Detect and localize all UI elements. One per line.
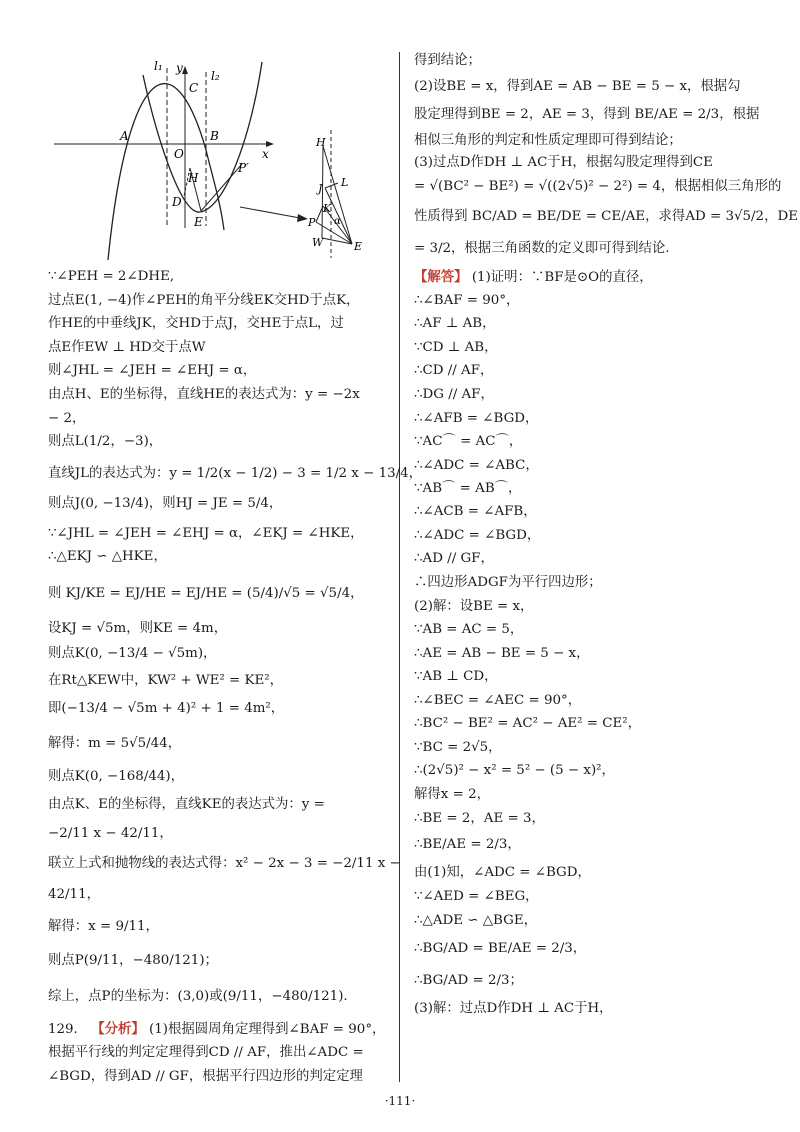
label-A: A (120, 129, 129, 143)
answer-text: (1)证明：∵BF是⊙O的直径， (471, 270, 653, 285)
text-line: = √(BC² − BE²) = √((2√5)² − 2²) = 4，根据相似三角形的 (414, 179, 782, 194)
zoom-label-H: H (316, 136, 326, 149)
label-y: y (176, 61, 183, 75)
zoom-arrow-head (297, 214, 308, 222)
y-axis-arrow (182, 66, 188, 74)
text-line: 则∠JHL = ∠JEH = ∠EHJ = α， (48, 363, 257, 378)
text-line: ∴AF ⊥ AB， (414, 316, 496, 331)
zoom-label-W: W (312, 236, 324, 249)
text-line: 性质得到 BC/AD = BE/DE = CE/AE，求得AD = 3√5/2，DE (414, 209, 798, 224)
text-line: ∴△EKJ ∽ △HKE， (48, 549, 167, 564)
label-C: C (189, 81, 199, 95)
label-x: x (262, 147, 269, 161)
text-line: 42/11， (48, 887, 100, 902)
text-line: 过点E(1, −4)作∠PEH的角平分线EK交HD于点K， (48, 293, 360, 308)
text-line: 解得x = 2， (414, 787, 490, 802)
text-line: 相似三角形的判定和性质定理即可得到结论； (414, 133, 682, 148)
text-line: ∴AD // GF， (414, 551, 494, 566)
text-line: ∴AE = AB − BE = 5 − x， (414, 646, 590, 661)
text-line: ∵∠PEH = 2∠DHE, (48, 269, 175, 284)
text-line: ∴BE = 2，AE = 3， (414, 811, 545, 826)
parabola-figure (48, 52, 378, 262)
answer-tag: 【解答】 (414, 269, 468, 285)
text-line: (2)解：设BE = x， (414, 599, 534, 614)
text-line: 作HE的中垂线JK，交HD于点J，交HE于点L，过 (48, 316, 344, 331)
text-line: 直线JL的表达式为：y = 1/2(x − 1/2) − 3 = 1/2 x − 13/4， (48, 466, 423, 481)
text-line: ∴∠BEC = ∠AEC = 90°， (414, 693, 582, 708)
label-l2: l₂ (211, 69, 220, 83)
text-line: ∴∠AFB = ∠BGD， (414, 411, 539, 426)
text-line: 在Rt△KEW中，KW² + WE² = KE²， (48, 673, 284, 688)
segment-EP (201, 164, 242, 211)
label-B: B (210, 129, 219, 143)
text-line: ∵CD ⊥ AB， (414, 340, 498, 355)
label-O: O (174, 147, 184, 161)
text-line: ∵∠JHL = ∠JEH = ∠EHJ = α，∠EKJ = ∠HKE， (48, 526, 364, 541)
text-line: ∵AB = AC = 5， (414, 622, 524, 637)
text-line: 则点K(0, −13/4 − √5m)， (48, 646, 217, 661)
text-line: ∴CD // AF， (414, 363, 494, 378)
text-line: 解得：m = 5√5/44， (48, 736, 182, 751)
text-line: ∴BG/AD = BE/AE = 2/3， (414, 941, 587, 956)
text-line: 根据平行线的判定定理得到CD // AF，推出∠ADC = (48, 1045, 364, 1060)
label-H: H (188, 171, 199, 185)
text-line: ∵AC⌒ = AC⌒， (414, 434, 523, 449)
text-line: 由(1)知，∠ADC = ∠BGD， (414, 865, 591, 880)
text-line: ∴四边形ADGF为平行四边形； (414, 575, 602, 590)
text-line: ∴BE/AE = 2/3， (414, 837, 521, 852)
text-line: 联立上式和抛物线的表达式得：x² − 2x − 3 = −2/11 x − (48, 856, 401, 871)
text-line: 设KJ = √5m，则KE = 4m， (48, 621, 228, 636)
zoom-arrow-line (240, 207, 300, 218)
zoom-label-alpha: α (334, 216, 341, 227)
problem-line (48, 1020, 385, 1039)
label-E: E (194, 215, 203, 229)
text-line: 由点H、E的坐标得，直线HE的表达式为：y = −2x (48, 387, 360, 402)
zoom-label-P: P (308, 216, 316, 229)
text-line: ∴∠ADC = ∠BGD， (414, 528, 541, 543)
text-line: ∵BC = 2√5， (414, 740, 502, 755)
problem-number: 129． (48, 1022, 87, 1037)
text-line: (2)设BE = x，得到AE = AB − BE = 5 − x，根据勾 (414, 79, 741, 94)
label-P-prime: P′ (238, 161, 249, 175)
text-line: ∴∠BAF = 90°， (414, 293, 520, 308)
text-line: 则点J(0, −13/4)，则HJ = JE = 5/4， (48, 496, 283, 511)
analysis-tag: 【分析】 (91, 1021, 145, 1037)
analysis-text: (1)根据圆周角定理得到∠BAF = 90°， (149, 1022, 386, 1037)
text-line: −2/11 x − 42/11， (48, 826, 173, 841)
text-line: 则 KJ/KE = EJ/HE = EJ/HE = (5/4)/√5 = √5/4， (48, 586, 364, 601)
text-line: − 2， (48, 411, 86, 426)
text-line: ∴△ADE ∽ △BGE， (414, 913, 537, 928)
text-line: ∴∠ADC = ∠ABC， (414, 458, 539, 473)
zoom-label-J: J (318, 182, 323, 195)
zoom-label-E: E (354, 240, 363, 253)
text-line: (3)过点D作DH ⊥ AC于H，根据勾股定理得到CE (414, 155, 713, 170)
zoom-label-K: K (323, 202, 332, 215)
text-line: ∴BG/AD = 2/3； (414, 973, 523, 988)
text-line: 解得：x = 9/11， (48, 919, 159, 934)
text-line: 则点L(1/2，−3)， (48, 434, 163, 449)
zoom-label-L: L (341, 176, 349, 189)
text-line: ∵AB ⊥ CD， (414, 669, 498, 684)
text-line: = 3/2，根据三角函数的定义即可得到结论. (414, 241, 670, 256)
parabola-down (108, 84, 224, 260)
text-line: 得到结论； (414, 53, 481, 68)
text-line: ∴∠ACB = ∠AFB， (414, 504, 537, 519)
text-line: 由点K、E的坐标得，直线KE的表达式为：y = (48, 797, 325, 812)
text-line: ∴DG // AF， (414, 387, 494, 402)
text-line: 即(−13/4 − √5m + 4)² + 1 = 4m²， (48, 701, 285, 716)
text-line: ∴(2√5)² − x² = 5² − (5 − x)²， (414, 763, 615, 778)
answer-line (414, 268, 653, 287)
text-line: 则点K(0, −168/44)， (48, 769, 184, 784)
text-line: ∵AB⌒ = AB⌒， (414, 481, 522, 496)
text-line: ∵∠AED = ∠BEG， (414, 889, 539, 904)
text-line: 点E作EW ⊥ HD交于点W (48, 340, 206, 355)
text-line: 股定理得到BE = 2，AE = 3，得到 BE/AE = 2/3，根据 (414, 107, 760, 122)
text-line: ∠BGD，得到AD // GF，根据平行四边形的判定定理 (48, 1069, 363, 1084)
column-divider (399, 52, 400, 1082)
text-line: 则点P(9/11，−480/121)； (48, 953, 218, 968)
label-l1: l₁ (154, 59, 163, 73)
text-line: 综上，点P的坐标为：(3,0)或(9/11，−480/121). (48, 989, 348, 1004)
page-number: ·111· (384, 1094, 416, 1108)
text-line: ∴BC² − BE² = AC² − AE² = CE²， (414, 716, 642, 731)
text-line: (3)解：过点D作DH ⊥ AC于H， (414, 1001, 613, 1016)
label-D: D (172, 195, 182, 209)
